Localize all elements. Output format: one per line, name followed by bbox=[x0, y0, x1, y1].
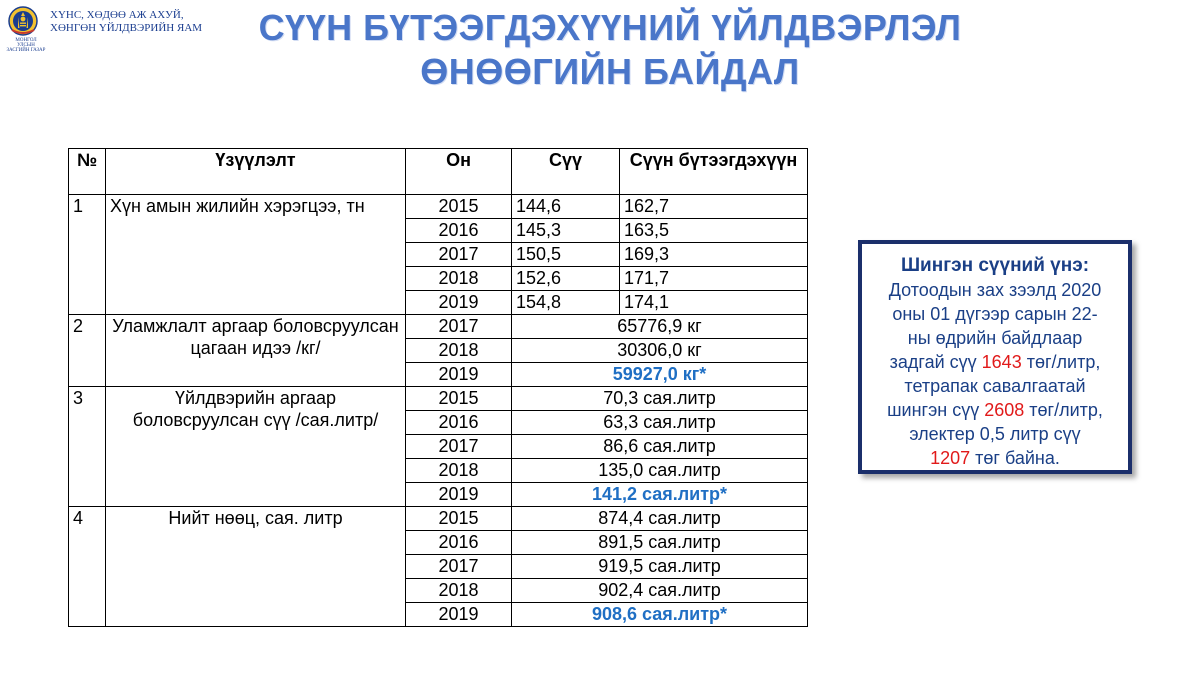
products-cell: 171,7 bbox=[620, 267, 808, 291]
callout-line: ны өдрийн байдлаар bbox=[907, 328, 1083, 348]
table-row bbox=[69, 195, 808, 219]
year-cell: 2019 bbox=[406, 363, 512, 387]
year-cell: 2019 bbox=[406, 483, 512, 507]
value-cell: 874,4 сая.литр bbox=[512, 507, 808, 531]
callout-text-fragment: төг байна. bbox=[970, 448, 1060, 468]
milk-cell: 150,5 bbox=[512, 243, 620, 267]
milk-cell: 152,6 bbox=[512, 267, 620, 291]
value-cell-highlighted: 59927,0 кг* bbox=[512, 363, 808, 387]
table-row bbox=[69, 387, 808, 411]
callout-line bbox=[862, 350, 1128, 374]
milk-cell: 154,8 bbox=[512, 291, 620, 315]
table-row bbox=[69, 315, 808, 339]
products-cell: 169,3 bbox=[620, 243, 808, 267]
header-indicator: Үзүүлэлт bbox=[106, 149, 406, 195]
products-cell: 162,7 bbox=[620, 195, 808, 219]
value-cell-highlighted: 908,6 сая.литр* bbox=[512, 603, 808, 627]
year-cell: 2016 bbox=[406, 411, 512, 435]
value-cell-highlighted: 141,2 сая.литр* bbox=[512, 483, 808, 507]
elekter-milk-price: 1207 bbox=[930, 448, 971, 468]
indicator-cell: Хүн амын жилийн хэрэгцээ, тн bbox=[106, 195, 406, 315]
header-year: Он bbox=[406, 149, 512, 195]
callout-text-fragment: шингэн сүү bbox=[887, 400, 985, 420]
value-cell: 902,4 сая.литр bbox=[512, 579, 808, 603]
year-cell: 2016 bbox=[406, 219, 512, 243]
indicator-cell: Нийт нөөц, сая. литр bbox=[106, 507, 406, 627]
callout-line bbox=[862, 398, 1128, 422]
callout-line bbox=[862, 446, 1128, 470]
year-cell: 2017 bbox=[406, 555, 512, 579]
callout-text-fragment: задгай сүү bbox=[889, 352, 982, 372]
table-header-row bbox=[69, 149, 808, 195]
year-cell: 2018 bbox=[406, 339, 512, 363]
year-cell: 2015 bbox=[406, 195, 512, 219]
value-cell: 86,6 сая.литр bbox=[512, 435, 808, 459]
row-number: 3 bbox=[69, 387, 106, 507]
value-cell: 891,5 сая.литр bbox=[512, 531, 808, 555]
callout-line: Дотоодын зах зээлд 2020 bbox=[888, 280, 1102, 300]
callout-line: оны 01 дүгээр сарын 22- bbox=[892, 304, 1098, 324]
value-cell: 65776,9 кг bbox=[512, 315, 808, 339]
year-cell: 2019 bbox=[406, 603, 512, 627]
year-cell: 2019 bbox=[406, 291, 512, 315]
header-products: Сүүн бүтээгдэхүүн bbox=[620, 149, 808, 195]
slide-title-line-1: СҮҮН БҮТЭЭГДЭХҮҮНИЙ ҮЙЛДВЭРЛЭЛ bbox=[258, 7, 962, 48]
ministry-name-line-2: ХӨНГӨН ҮЙЛДВЭРИЙН ЯАМ bbox=[50, 22, 203, 34]
year-cell: 2017 bbox=[406, 435, 512, 459]
value-cell: 919,5 сая.литр bbox=[512, 555, 808, 579]
milk-cell: 145,3 bbox=[512, 219, 620, 243]
year-cell: 2015 bbox=[406, 387, 512, 411]
value-cell: 30306,0 кг bbox=[512, 339, 808, 363]
year-cell: 2016 bbox=[406, 531, 512, 555]
milk-price-callout bbox=[858, 240, 1132, 474]
ministry-logo bbox=[6, 6, 203, 53]
row-number: 1 bbox=[69, 195, 106, 315]
callout-text-fragment: төг/литр, bbox=[1024, 400, 1103, 420]
slide-title bbox=[210, 6, 1010, 94]
header-milk: Сүү bbox=[512, 149, 620, 195]
ministry-name bbox=[50, 9, 203, 35]
callout-text-fragment: төг/литр, bbox=[1021, 352, 1101, 372]
year-cell: 2018 bbox=[406, 459, 512, 483]
emblem-caption: МОНГОЛ УЛСЫН ЗАСГИЙН ГАЗАР bbox=[6, 38, 46, 53]
dairy-production-table bbox=[68, 148, 808, 627]
year-cell: 2018 bbox=[406, 579, 512, 603]
products-cell: 174,1 bbox=[620, 291, 808, 315]
tetrapak-milk-price: 2608 bbox=[984, 400, 1025, 420]
table-row bbox=[69, 507, 808, 531]
row-number: 2 bbox=[69, 315, 106, 387]
value-cell: 63,3 сая.литр bbox=[512, 411, 808, 435]
row-number: 4 bbox=[69, 507, 106, 627]
year-cell: 2018 bbox=[406, 267, 512, 291]
callout-line: электер 0,5 литр сүү bbox=[909, 424, 1081, 444]
products-cell: 163,5 bbox=[620, 219, 808, 243]
year-cell: 2015 bbox=[406, 507, 512, 531]
indicator-cell: Уламжлалт аргаар боловсруулсан цагаан идээ /кг/ bbox=[106, 315, 406, 387]
year-cell: 2017 bbox=[406, 315, 512, 339]
indicator-cell: Үйлдвэрийн аргаар боловсруулсан сүү /сая.литр/ bbox=[106, 387, 406, 507]
callout-title: Шингэн сүүний үнэ: bbox=[900, 255, 1090, 276]
milk-cell: 144,6 bbox=[512, 195, 620, 219]
callout-line: тетрапак савалгаатай bbox=[904, 376, 1086, 396]
value-cell: 135,0 сая.литр bbox=[512, 459, 808, 483]
bulk-milk-price: 1643 bbox=[981, 352, 1022, 372]
slide-title-line-2: ӨНӨӨГИЙН БАЙДАЛ bbox=[420, 51, 800, 92]
ministry-name-line-1: ХҮНС, ХӨДӨӨ АЖ АХУЙ, bbox=[50, 9, 184, 21]
header-no: № bbox=[69, 149, 106, 195]
year-cell: 2017 bbox=[406, 243, 512, 267]
value-cell: 70,3 сая.литр bbox=[512, 387, 808, 411]
